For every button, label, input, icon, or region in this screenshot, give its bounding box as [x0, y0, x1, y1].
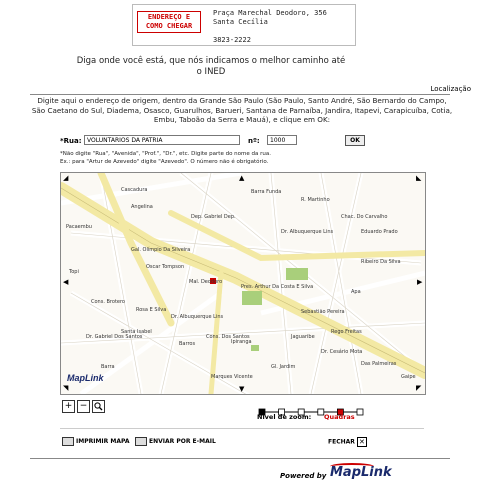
intro-text: Diga onde você está, que nós indicamos o melhor caminho até o INED [76, 56, 346, 77]
form-hint [60, 151, 271, 166]
map-label: Rego Freitas [331, 329, 362, 335]
address-badge [137, 11, 201, 33]
pan-left-arrow[interactable]: ◀ [63, 278, 69, 286]
address-text [213, 9, 327, 27]
street-label: *Rua: [60, 137, 82, 145]
pan-upright-arrow[interactable]: ◣ [416, 174, 422, 182]
badge-line1: ENDEREÇO E [147, 13, 191, 21]
instructions-text: Digite aqui o endereço de origem, dentro da Grande São Paulo (São Paulo, Santo André, São Bernardo do Campo, São Caetano do Sul, Diadema, Osasco, Guarulhos, Barueri, Santana de Parnaíba, Jandira, Itapevi, Carapicuíba, Cotia, Embu, Taboão da Serra e Mauá), e clique em OK: [31, 96, 453, 124]
map-label: Jaguaribe [291, 334, 315, 340]
pan-up-arrow[interactable]: ▲ [239, 174, 245, 182]
map-label: Sebastião Pereira [301, 309, 345, 315]
zoom-level-4[interactable] [318, 409, 324, 415]
map-label: Rosa E Silva [136, 307, 167, 313]
zoom-out-button[interactable]: − [77, 400, 90, 413]
pan-upleft-arrow[interactable]: ◢ [63, 174, 69, 182]
map-label: Dep. Gabriel Dep. [191, 214, 236, 220]
map-label: Barros [179, 341, 196, 347]
zoom-in-button[interactable]: + [62, 400, 75, 413]
print-map-button[interactable] [62, 437, 129, 446]
hint-line1: *Não digite "Rua", "Avenida", "Prof.", "Dr.", etc. Digite parte do nome da rua. [60, 151, 271, 157]
map-label: Cascadura [121, 187, 148, 193]
magnifier-icon[interactable] [92, 400, 105, 413]
email-label: ENVIAR POR E-MAIL [149, 438, 216, 445]
map-label: Barra Funda [251, 189, 282, 195]
map-canvas[interactable] [61, 173, 425, 394]
pan-down-arrow[interactable]: ▼ [239, 385, 245, 393]
phone-number: 3823-2222 [213, 36, 251, 44]
location-label: Localização [430, 85, 471, 93]
map-label: Ribeiro Da Silva [361, 259, 401, 265]
hint-line2: Ex.: para "Artur de Azevedo" digite "Azevedo". O número não é obrigatório. [60, 158, 269, 165]
map-label: Apa [351, 289, 361, 295]
divider [30, 458, 450, 459]
map-label: Dr. Albuquerque Lins [171, 314, 224, 320]
map-brand: MapLink [67, 373, 104, 383]
powered-by-text: Powered by [280, 472, 327, 480]
street-input[interactable]: VOLUNTARIOS DA PATRIA [84, 135, 240, 145]
map-label: Santa Isabel [121, 329, 152, 335]
map-label: Dr. Cesário Mota [321, 349, 363, 355]
map-view[interactable] [60, 172, 426, 395]
map-label: Topi [69, 269, 79, 275]
email-button[interactable] [135, 437, 216, 446]
map-label: R. Martinho [301, 197, 330, 203]
number-input[interactable]: 1000 [267, 135, 297, 145]
maplink-logo: MapLink [330, 465, 392, 480]
map-label: Angelina [131, 204, 153, 210]
address-card [132, 4, 356, 46]
zoom-value: Quadras [324, 413, 355, 421]
map-label: Pacaembu [66, 224, 92, 230]
ok-button[interactable]: OK [345, 135, 365, 146]
map-label: Ipiranga [231, 339, 252, 345]
map-label: Gal. Olímpio Da Silveira [131, 247, 191, 253]
divider [30, 94, 450, 95]
number-label: nº: [248, 137, 260, 145]
pan-right-arrow[interactable]: ▶ [417, 278, 423, 286]
map-label: Marques Vicente [211, 374, 253, 380]
map-label: Mal. Deodoro [189, 279, 223, 285]
address-line2: Santa Cecília [213, 18, 268, 26]
map-label: Dr. Gabriel Dos Santos [86, 334, 143, 340]
badge-line2: COMO CHEGAR [145, 22, 193, 30]
map-label: Chac. Do Carvalho [341, 214, 388, 220]
printer-icon [62, 437, 74, 446]
map-label: Pres. Arthur Da Costa E Silva [241, 284, 314, 290]
zoom-level-6[interactable] [357, 409, 363, 415]
map-label: Gaipe [401, 374, 416, 380]
close-button[interactable] [328, 437, 367, 447]
map-label: Cons. Dos Santos [206, 334, 250, 340]
map-label: Dr. Albuquerque Lins [281, 229, 334, 235]
close-icon: ✕ [357, 437, 367, 447]
pan-downright-arrow[interactable]: ◤ [416, 384, 422, 392]
map-label: Das Palmeiras [361, 361, 397, 367]
address-line1: Praça Marechal Deodoro, 356 [213, 9, 327, 17]
zoom-label: Nível de zoom: [257, 413, 312, 421]
pan-downleft-arrow[interactable]: ◥ [63, 384, 69, 392]
map-label: Cons. Brotero [91, 299, 125, 305]
close-label: FECHAR [328, 438, 355, 446]
zoom-slider[interactable] [258, 401, 364, 409]
map-label: Eduardo Prado [361, 229, 398, 235]
envelope-icon [135, 437, 147, 446]
map-label: Gl. Jardim [271, 364, 296, 370]
map-label: Oscar Tompson [146, 264, 185, 270]
map-label: Barra [101, 364, 115, 370]
print-label: IMPRIMIR MAPA [76, 438, 130, 445]
divider [60, 428, 424, 429]
